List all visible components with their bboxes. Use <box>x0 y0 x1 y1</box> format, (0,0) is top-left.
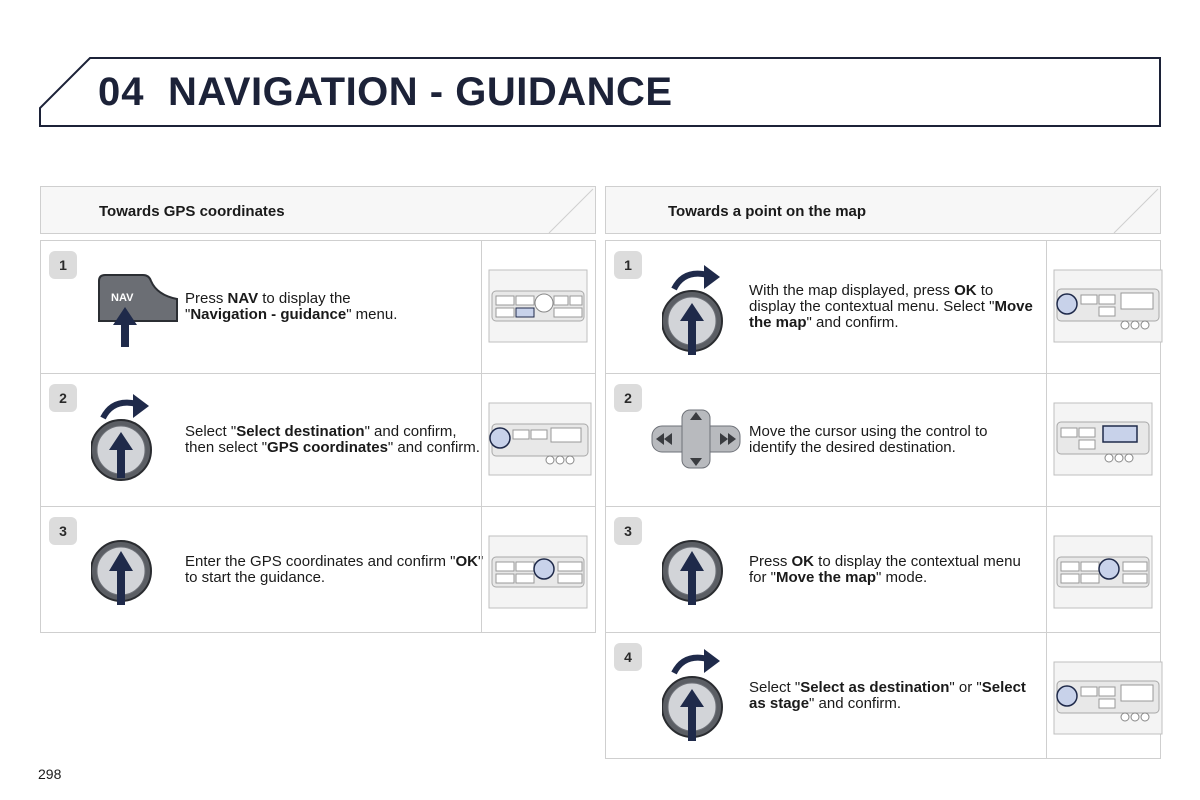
map-point-section <box>605 186 1161 759</box>
step-text <box>185 241 485 373</box>
steps-list <box>40 240 596 633</box>
section-header <box>40 186 596 234</box>
step-number: 2 <box>614 384 642 412</box>
step-4 <box>606 633 1160 759</box>
chapter-title: NAVIGATION - GUIDANCE <box>168 70 673 114</box>
gps-coordinates-section <box>40 186 596 633</box>
step-1 <box>606 241 1160 374</box>
control-panel-thumbnail <box>1046 507 1160 632</box>
bold-term: OK <box>455 552 478 570</box>
section-title: Towards GPS coordinates <box>99 203 285 220</box>
step-text <box>749 241 1039 373</box>
step-number: 3 <box>614 517 642 545</box>
bold-term: NAV <box>227 290 259 307</box>
step-text <box>749 633 1039 758</box>
step-number: 3 <box>49 517 77 545</box>
step-instruction: Move the cursor using the control to identify the desired destination. <box>749 423 988 456</box>
step-number: 1 <box>49 251 77 279</box>
control-panel-thumbnail <box>1046 241 1160 373</box>
step-text <box>749 374 1039 506</box>
step-3 <box>606 507 1160 633</box>
control-panel-thumbnail <box>481 374 595 506</box>
control-panel-thumbnail <box>1046 633 1160 758</box>
bold-term: Move the map <box>776 568 877 586</box>
bold-term: OK <box>791 552 815 570</box>
step-number: 4 <box>614 643 642 671</box>
step-text <box>185 374 485 506</box>
bold-term: OK <box>954 282 977 299</box>
step-2 <box>41 374 595 507</box>
step-text <box>749 507 1039 632</box>
step-instruction: Select "Select as destination" or "Select as stage" and confirm. <box>749 678 1026 712</box>
nav-key-label: NAV <box>111 292 134 304</box>
directional-pad-icon <box>646 404 766 504</box>
step-instruction: With the map displayed, press OK to display the contextual menu. Select "Move the map" and confirm. <box>749 282 1033 331</box>
step-text <box>185 507 485 632</box>
step-instruction: Press NAV to display the "Navigation - guidance" menu. <box>185 290 398 323</box>
chapter-header <box>0 0 1200 140</box>
step-number: 2 <box>49 384 77 412</box>
bold-term: Move the map <box>749 298 1033 331</box>
steps-list <box>605 240 1161 759</box>
control-panel-thumbnail <box>481 241 595 373</box>
control-panel-thumbnail <box>481 507 595 632</box>
section-title: Towards a point on the map <box>668 203 867 220</box>
bold-term: Navigation - guidance <box>190 306 347 323</box>
step-number: 1 <box>614 251 642 279</box>
step-instruction: Select "Select destination" and confirm, then select "GPS coordinates" and confirm. <box>185 423 480 456</box>
step-1 <box>41 241 595 374</box>
bold-term: Select destination <box>236 423 365 440</box>
bold-term: GPS coordinates <box>267 439 388 456</box>
step-2 <box>606 374 1160 507</box>
step-instruction: Enter the GPS coordinates and confirm "OK" to start the guidance. <box>185 552 484 586</box>
header-diagonal <box>535 187 595 233</box>
header-diagonal <box>1100 187 1160 233</box>
chapter-number: 04 <box>98 70 145 114</box>
page-number: 298 <box>38 766 62 782</box>
control-panel-thumbnail <box>1046 374 1160 506</box>
bold-term: Select as stage <box>749 678 1026 712</box>
section-header <box>605 186 1161 234</box>
step-3 <box>41 507 595 633</box>
step-instruction: Press OK to display the contextual menu for "Move the map" mode. <box>749 552 1021 586</box>
bold-term: Select as destination <box>800 678 950 696</box>
